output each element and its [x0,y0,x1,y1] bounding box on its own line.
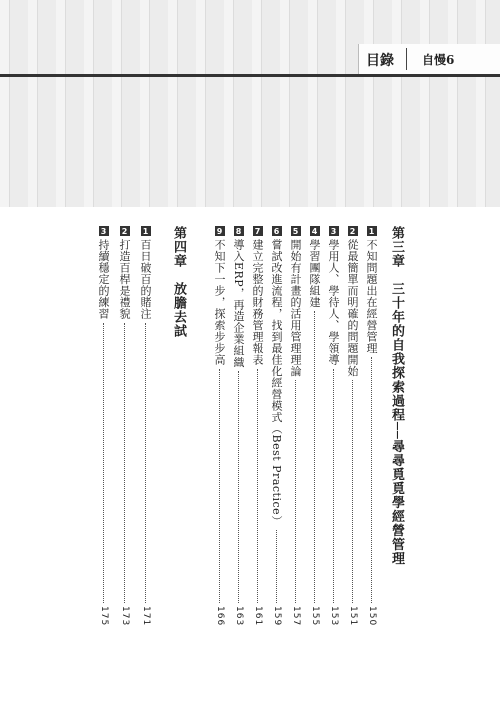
entry-number: 5 [291,226,301,236]
entry-number: 3 [99,226,109,236]
entry-page: 151 [348,605,358,626]
entry-number: 2 [120,226,130,236]
header-rule [0,74,500,77]
entry-number: 6 [272,226,282,236]
entry-title: 建立完整的財務管理報表 [251,239,264,366]
entry-page: 173 [120,605,130,626]
entry-number: 1 [367,226,377,236]
entry-page: 175 [99,605,109,626]
entry-number: 1 [141,226,151,236]
dot-leader [124,323,125,603]
toc-entry[interactable] [233,226,244,626]
dot-leader [314,311,315,603]
entry-title: 嘗試改進流程，找到最佳化經營模式（Best Practice） [270,239,283,527]
dot-leader [257,369,258,603]
dot-leader [219,369,220,603]
entry-number: 2 [348,226,358,236]
toc-entry[interactable] [309,226,320,626]
top-band [0,0,500,207]
entry-page: 150 [367,605,377,626]
entry-number: 3 [329,226,339,236]
entry-title: 學用人、學待人、學領導 [327,239,340,366]
chapter-title-text: 第四章 放膽去試 [171,226,186,338]
entry-number: 9 [215,226,225,236]
header-divider [406,48,407,70]
entry-number: 7 [253,226,263,236]
dot-leader [333,369,334,603]
entry-title: 持續穩定的練習 [97,239,110,320]
entry-number: 4 [310,226,320,236]
toc-entry[interactable] [347,226,358,626]
entry-page: 166 [215,605,225,626]
entry-title: 不知下一步，探索步步高 [213,239,226,366]
toc-entry[interactable] [140,226,151,626]
entry-page: 163 [234,605,244,626]
toc-entry[interactable] [271,226,282,626]
chapter-title-text: 第三章 三十年的自我探索過程──尋尋覓覓學經營管理 [389,226,404,566]
entry-title: 從最簡單而明確的問題開始 [346,239,359,377]
entry-number: 8 [234,226,244,236]
entry-page: 155 [310,605,320,626]
toc-entry[interactable] [214,226,225,626]
entry-title: 不知問題出在經營管理 [365,239,378,354]
chapter-4-title [172,226,185,626]
dot-leader [295,380,296,603]
dot-leader [103,323,104,603]
entry-title: 開始有計畫的活用管理理論 [289,239,302,377]
dot-leader [238,371,239,603]
entry-title: 導入ERP，再造企業組織 [232,239,245,368]
dot-leader [145,323,146,603]
toc-entry[interactable] [252,226,263,626]
entry-page: 157 [291,605,301,626]
entry-page: 161 [253,605,263,626]
entry-title: 學習團隊組建 [308,239,321,308]
toc-entry[interactable] [328,226,339,626]
section-label: 自慢6 [422,53,455,67]
entry-title: 打造百桿是禮貌 [118,239,131,320]
entry-page: 171 [141,605,151,626]
toc-entry[interactable] [98,226,109,626]
chapter-3-title [390,226,403,626]
dot-leader [371,357,372,603]
entry-page: 159 [272,605,282,626]
toc-entry[interactable] [119,226,130,626]
toc-entry[interactable] [290,226,301,626]
dot-leader [352,380,353,603]
entry-title: 百日破百的賭注 [139,239,152,320]
entry-page: 153 [329,605,339,626]
page-title: 目錄 [366,53,394,69]
dot-leader [276,530,277,603]
toc-entry[interactable] [366,226,377,626]
